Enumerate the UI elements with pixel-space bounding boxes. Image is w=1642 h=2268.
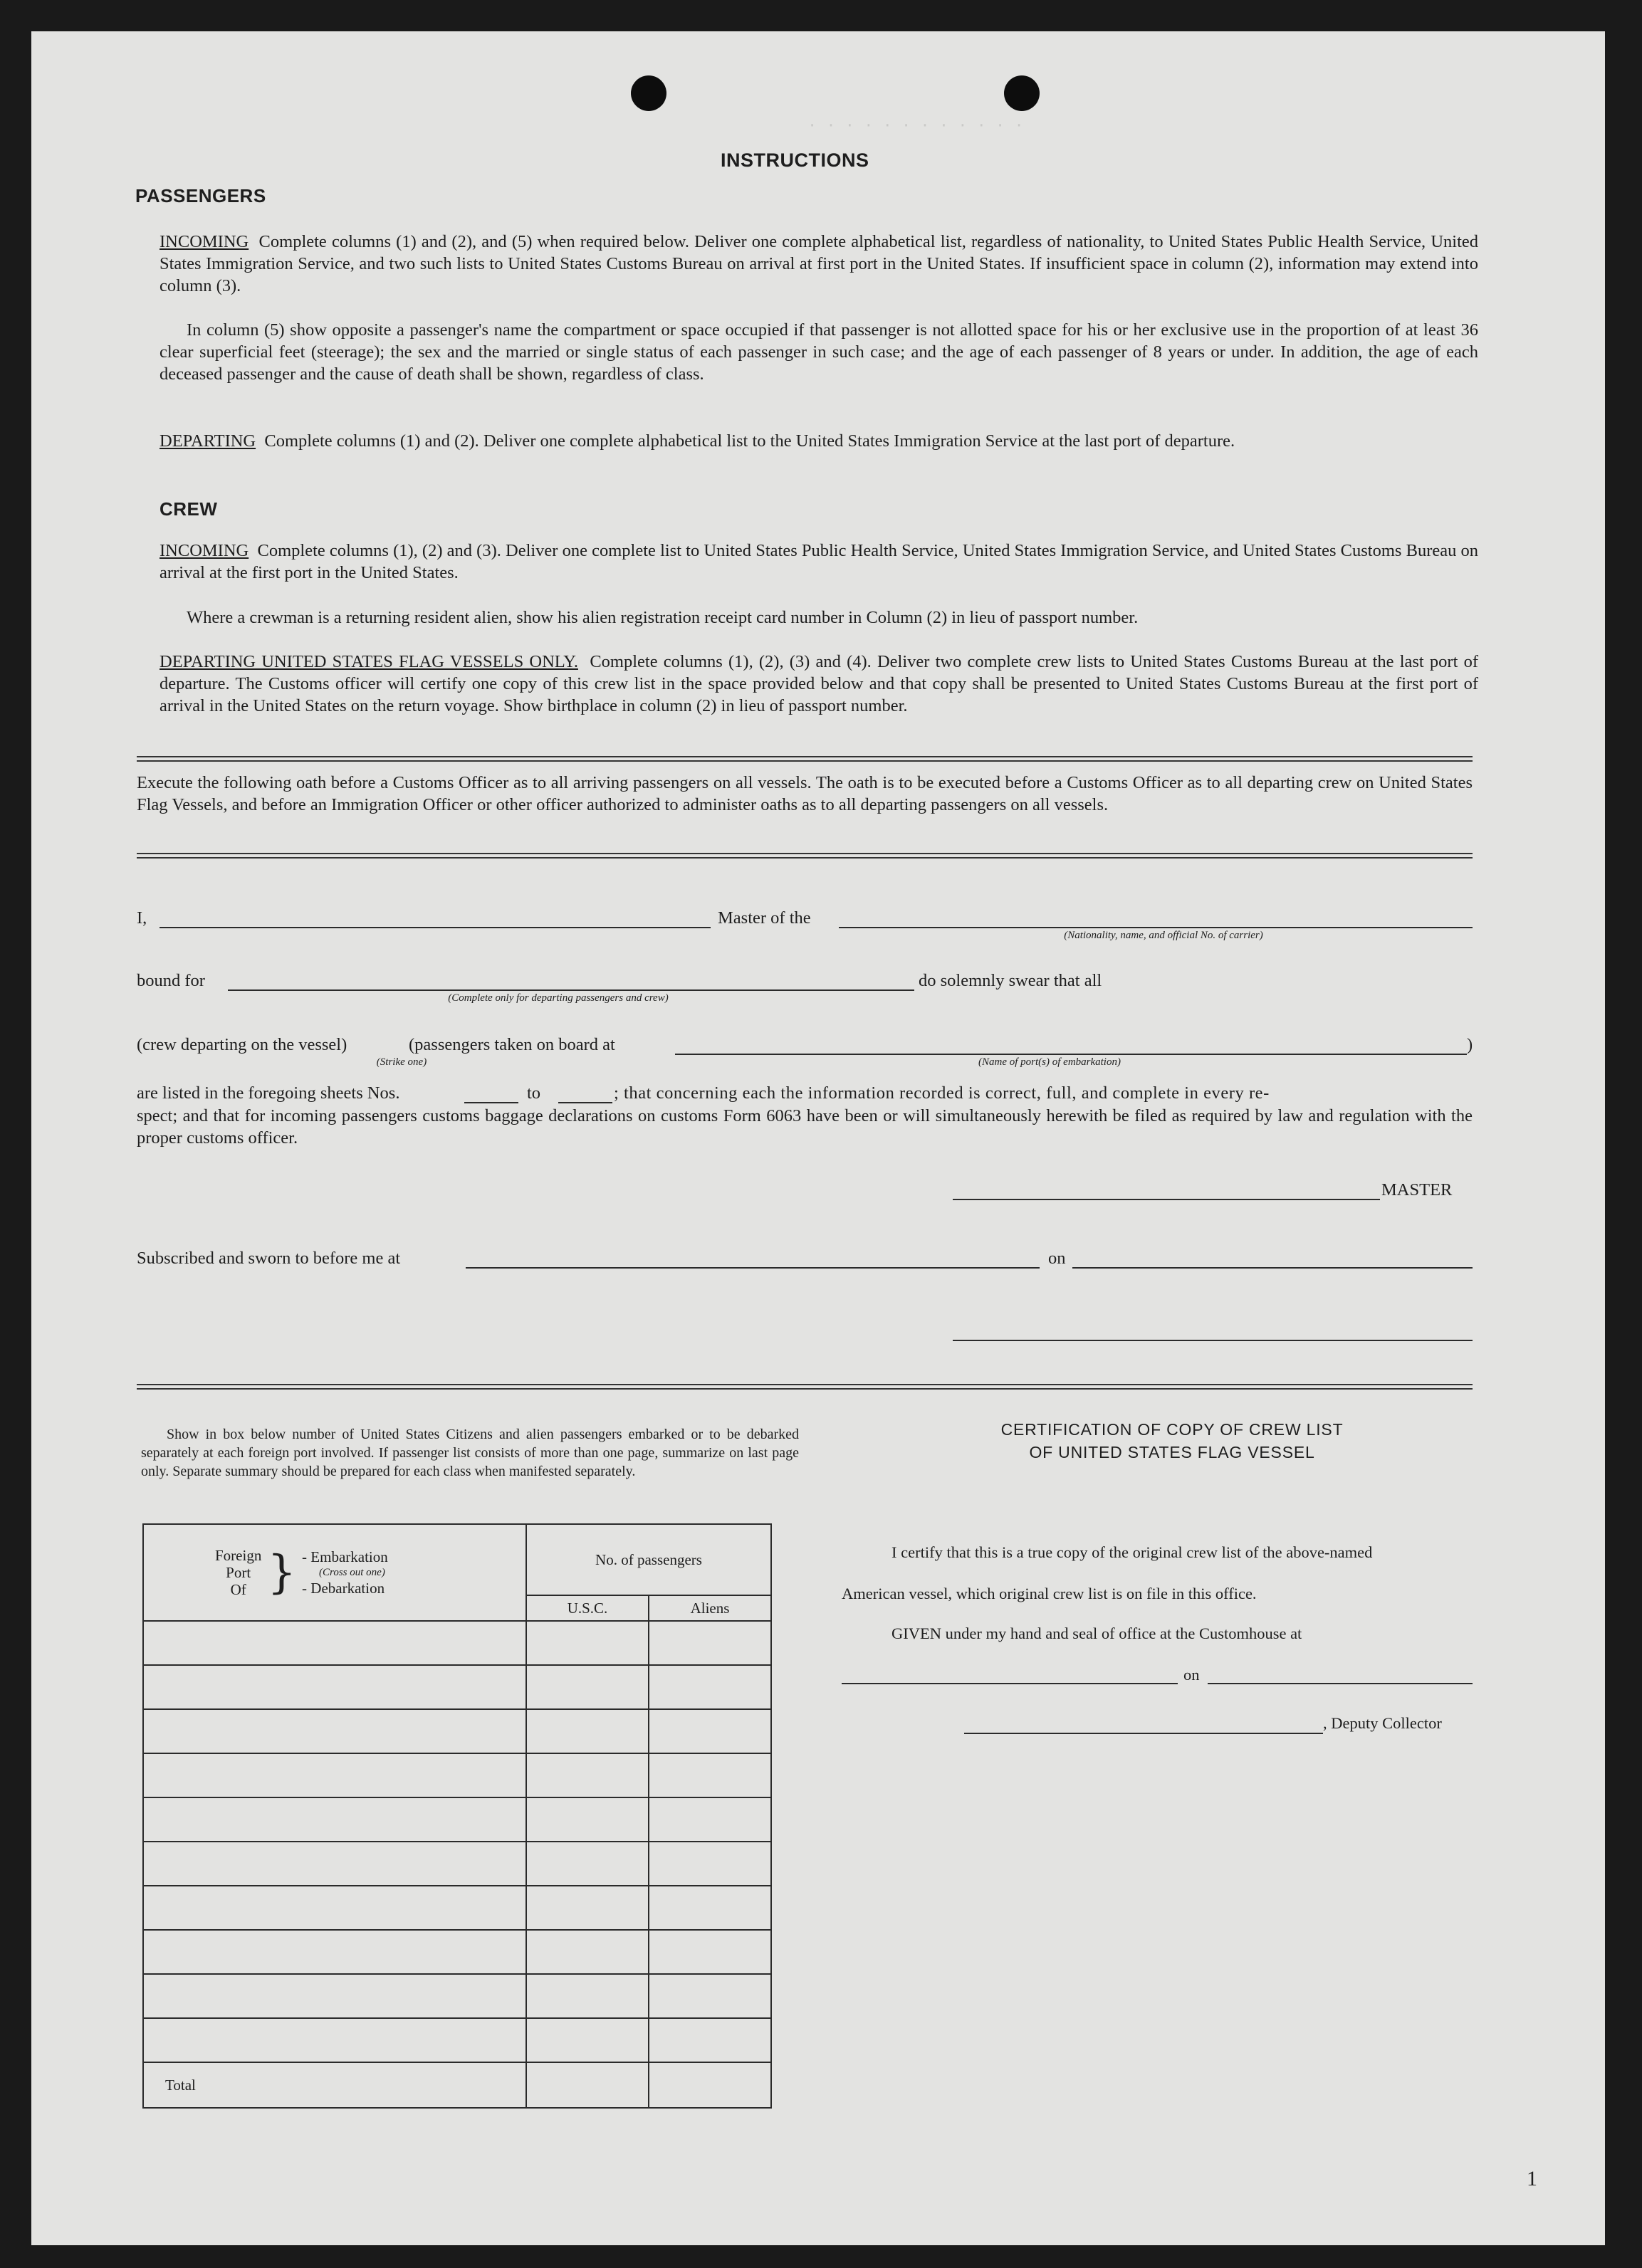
carrier-caption: (Nationality, name, and official No. of carrier) (1064, 930, 1263, 941)
no-of-passengers-header: No. of passengers (526, 1524, 771, 1595)
close-paren: ) (1467, 1035, 1473, 1054)
aliens-header: Aliens (649, 1595, 771, 1621)
certification-title (872, 1418, 1473, 1464)
foreign-label: Foreign (215, 1547, 262, 1564)
listed-text-end: spect; and that for incoming passengers customs baggage declarations on customs Form 6063 have been or will simultaneously herewith be filed as required by law and regulation with the proper customs officer. (137, 1106, 1473, 1148)
summary-row (143, 1665, 771, 1709)
passenger-summary-table (142, 1523, 772, 2109)
sheet-from-field[interactable] (464, 1102, 518, 1103)
aliens-cell[interactable] (649, 1621, 771, 1665)
column5-paragraph: In column (5) show opposite a passenger's name the compartment or space occupied if that passenger is not allotted space for his or her exclusive use in the proportion of at least 36 clear superficial feet (steerage); the sex and the married or single status of each passenger in such case; and the age of each passenger of 8 years or under. In addition, the age of each deceased passenger and the cause of death shall be shown, regardless of class. (160, 320, 1478, 384)
incoming-label: INCOMING (160, 232, 249, 251)
summary-row (143, 2018, 771, 2062)
port-cell[interactable] (143, 1930, 526, 1974)
crew-departing-label: DEPARTING UNITED STATES FLAG VESSELS ONLY. (160, 652, 578, 671)
subscribed-label: Subscribed and sworn to before me at (137, 1249, 401, 1268)
departing-label: DEPARTING (160, 431, 256, 451)
bound-for-field[interactable] (228, 989, 914, 991)
deputy-signature-field[interactable] (964, 1733, 1323, 1734)
embarkation-port-field[interactable] (675, 1054, 1467, 1055)
to-label: to (527, 1083, 541, 1103)
port-cell[interactable] (143, 1842, 526, 1886)
summary-instructions: Show in box below number of United States Citizens and alien passengers embarked or to be debarked separately at each foreign port involved. If passenger list consists of more than one page, summarize on last page only. Separate summary should be prepared for each class when manifested separately. (141, 1427, 799, 1479)
customhouse-field[interactable] (842, 1683, 1178, 1684)
passengers-departing-paragraph (160, 430, 1478, 452)
port-cell[interactable] (143, 1709, 526, 1753)
oath-i-label: I, (137, 908, 147, 928)
summary-row (143, 1621, 771, 1665)
bound-for-caption: (Complete only for departing passengers and crew) (448, 992, 669, 1004)
passengers-incoming-paragraph (160, 231, 1478, 297)
brace-icon: } (267, 1546, 297, 1599)
master-signature-field[interactable] (953, 1199, 1380, 1200)
total-aliens-cell[interactable] (649, 2062, 771, 2108)
bleed-through-text: · · · · · · · · · · · · (807, 117, 1024, 135)
summary-row (143, 1974, 771, 2018)
embarkation-caption: (Name of port(s) of embarkation) (978, 1056, 1121, 1068)
double-rule (137, 853, 1473, 859)
master-label: MASTER (1381, 1180, 1453, 1199)
master-of-the-label: Master of the (718, 908, 811, 928)
crew-departing-option: (crew departing on the vessel) (137, 1035, 347, 1054)
summary-row (143, 1930, 771, 1974)
port-cell[interactable] (143, 1665, 526, 1709)
sworn-place-field[interactable] (466, 1267, 1040, 1269)
certify-on-label: on (1183, 1666, 1200, 1684)
incoming-text: Complete columns (1) and (2), and (5) when required below. Deliver one complete alphabetical list, regardless of nationality, to United States Public Health Service, United States Immigration Service, and two such lists to United States Customs Bureau on arrival at first port in the United States. If insufficient space in column (2), information may extend into column (3). (160, 232, 1478, 295)
aliens-cell[interactable] (649, 1753, 771, 1797)
master-name-field[interactable] (160, 927, 711, 928)
passengers-taken-option: (passengers taken on board at (409, 1035, 615, 1054)
usc-cell[interactable] (526, 1797, 649, 1842)
carrier-field[interactable] (839, 927, 1473, 928)
port-label: Port (226, 1564, 251, 1581)
aliens-cell[interactable] (649, 1886, 771, 1930)
bound-for-label: bound for (137, 971, 205, 990)
aliens-cell[interactable] (649, 1974, 771, 2018)
double-rule (137, 1384, 1473, 1390)
usc-header: U.S.C. (526, 1595, 649, 1621)
aliens-cell[interactable] (649, 1797, 771, 1842)
crew-incoming-label: INCOMING (160, 541, 249, 560)
aliens-cell[interactable] (649, 1930, 771, 1974)
sworn-date-field[interactable] (1072, 1267, 1473, 1269)
certification-title-line1: CERTIFICATION OF COPY OF CREW LIST (1000, 1420, 1344, 1439)
of-label: Of (230, 1581, 246, 1598)
debarkation-option[interactable]: - Debarkation (302, 1580, 385, 1597)
crew-heading: CREW (160, 498, 218, 520)
strike-one-caption: (Strike one) (376, 1056, 427, 1068)
crew-incoming-text: Complete columns (1), (2) and (3). Deliver one complete list to United States Public Health Service, United States Immigration Service, and United States Customs Bureau on arrival at the first port in the United States. (160, 541, 1478, 582)
usc-cell[interactable] (526, 1621, 649, 1665)
crew-departing-paragraph (160, 651, 1478, 717)
given-text: GIVEN under my hand and seal of office at the Customhouse at (891, 1624, 1302, 1642)
page-title: INSTRUCTIONS (721, 149, 869, 171)
port-cell[interactable] (143, 1974, 526, 2018)
embarkation-option[interactable]: - Embarkation (302, 1548, 388, 1565)
usc-cell[interactable] (526, 1842, 649, 1886)
listed-text: are listed in the foregoing sheets Nos. (137, 1083, 400, 1103)
page-number: 1 (1527, 2167, 1537, 2190)
listed-text-cont: ; that concerning each the information recorded is correct, full, and complete in every re- (614, 1083, 1270, 1103)
certify-date-field[interactable] (1208, 1683, 1473, 1684)
officer-signature-field[interactable] (953, 1340, 1473, 1341)
usc-cell[interactable] (526, 1974, 649, 2018)
usc-cell[interactable] (526, 1753, 649, 1797)
passengers-heading: PASSENGERS (135, 185, 266, 206)
port-cell[interactable] (143, 1753, 526, 1797)
sheet-to-field[interactable] (558, 1102, 612, 1103)
oath-instructions: Execute the following oath before a Customs Officer as to all arriving passengers on all vessels. The oath is to be executed before a Customs Officer as to all departing crew on United States Flag Vessels, and before an Immigration Officer or other officer authorized to administer oaths as to all departing passengers on all vessels. (137, 773, 1473, 814)
double-rule (137, 756, 1473, 762)
summary-row (143, 1709, 771, 1753)
certify-line1: I certify that this is a true copy of the original crew list of the above-named (891, 1543, 1373, 1561)
usc-cell[interactable] (526, 2018, 649, 2062)
punch-hole (631, 75, 666, 111)
document-sheet (31, 31, 1605, 2245)
deputy-collector-label: , Deputy Collector (1323, 1714, 1442, 1732)
punch-hole (1004, 75, 1040, 111)
aliens-cell[interactable] (649, 1665, 771, 1709)
crew-incoming-paragraph (160, 540, 1478, 584)
summary-row (143, 1886, 771, 1930)
aliens-cell[interactable] (649, 1842, 771, 1886)
port-header-cell (143, 1524, 526, 1621)
usc-cell[interactable] (526, 1665, 649, 1709)
swear-text: do solemnly swear that all (919, 971, 1102, 990)
port-cell[interactable] (143, 1797, 526, 1842)
aliens-cell[interactable] (649, 2018, 771, 2062)
usc-cell[interactable] (526, 1709, 649, 1753)
usc-cell[interactable] (526, 1930, 649, 1974)
total-label: Total (143, 2062, 526, 2108)
sworn-on-label: on (1048, 1249, 1066, 1268)
certification-title-line2: OF UNITED STATES FLAG VESSEL (1029, 1443, 1315, 1461)
summary-row (143, 1753, 771, 1797)
summary-row (143, 1842, 771, 1886)
cross-out-note: (Cross out one) (319, 1567, 385, 1578)
total-usc-cell[interactable] (526, 2062, 649, 2108)
crew-departing-text: Complete columns (1), (2), (3) and (4). Deliver two complete crew lists to United States Customs Bureau at the last port of departure. The Customs officer will certify one copy of this crew list in the space provided below and that copy shall be presented to United States Customs Bureau at the first port of arrival in the United States on the return voyage. Show birthplace in column (2) in lieu of passport number. (160, 652, 1478, 715)
aliens-cell[interactable] (649, 1709, 771, 1753)
port-cell[interactable] (143, 1886, 526, 1930)
port-cell[interactable] (143, 1621, 526, 1665)
departing-text: Complete columns (1) and (2). Deliver one complete alphabetical list to the United States Immigration Service at the last port of departure. (264, 431, 1235, 451)
resident-alien-paragraph: Where a crewman is a returning resident alien, show his alien registration receipt card number in Column (2) in lieu of passport number. (187, 608, 1139, 627)
port-cell[interactable] (143, 2018, 526, 2062)
usc-cell[interactable] (526, 1886, 649, 1930)
certify-line2: American vessel, which original crew list is on file in this office. (842, 1585, 1257, 1602)
summary-row (143, 1797, 771, 1842)
